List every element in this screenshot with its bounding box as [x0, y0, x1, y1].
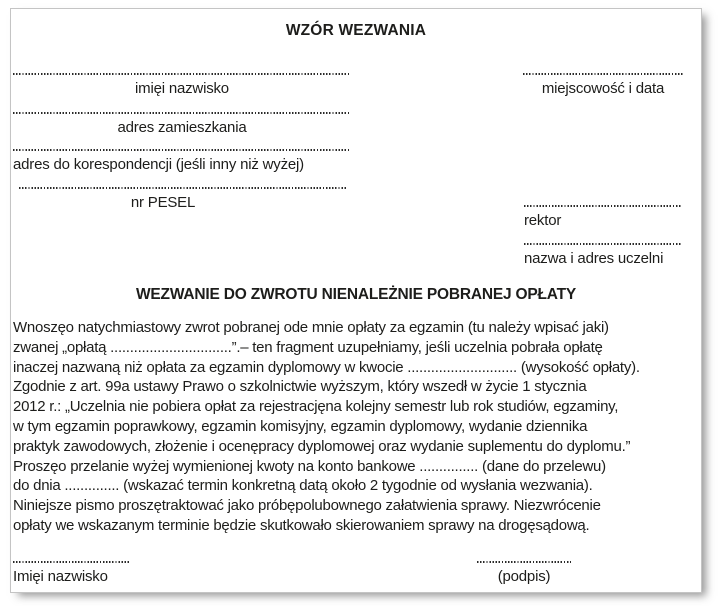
body-line: do dnia .............. (wskazać termin konkretną datą około 2 tygodnie od wysłania wezwania). [13, 477, 593, 495]
document-title: WZÓR WEZWANIA [285, 22, 427, 39]
address-field-line [13, 112, 351, 114]
body-line: 2012 r.: „Uczelnia nie pobiera opłat za rejestracjęna kolejny semestr lub rok studiów, egzaminy, [13, 398, 619, 416]
pesel-field-label: nr PESEL [130, 194, 196, 211]
body-line: w tym egzamin poprawkowy, egzamin komisyjny, egzamin dyplomowy, wydanie dziennika [13, 417, 588, 435]
signature-name-label: Imięi nazwisko [13, 568, 108, 585]
pesel-field-line [19, 187, 346, 189]
place-date-field-label: miejscowość i data [541, 80, 665, 97]
correspondence-field-label: adres do korespondencji (jeśli inny niż wyżej) [13, 156, 304, 173]
correspondence-field-line [13, 149, 351, 151]
university-field-line [524, 243, 682, 245]
body-paragraph [13, 318, 701, 536]
body-line: Niniejsze pismo proszętraktować jako próbępolubownego załatwienia sprawy. Niezwrócenie [13, 497, 601, 515]
document-page [10, 8, 702, 593]
body-line: zwanej „opłatą ...............................”.– ten fragment uzupełniamy, jeśli uczelnia pobrała opłatę [13, 338, 603, 356]
body-line: Zgodnie z art. 99a ustawy Prawo o szkolnictwie wyższym, który wszedł w życie 1 stycznia [13, 378, 587, 396]
name-field-label: imięi nazwisko [135, 80, 229, 97]
body-line: Proszęo przelanie wyżej wymienionej kwoty na konto bankowe ............... (dane do przelewu) [13, 457, 606, 475]
signature-line [477, 561, 571, 563]
rector-field-line [524, 205, 682, 207]
place-date-field-line [523, 73, 683, 75]
university-field-label: nazwa i adres uczelni [524, 250, 664, 267]
document-heading: WEZWANIE DO ZWROTU NIENALEŻNIE POBRANEJ OPŁATY [135, 286, 576, 303]
body-line: inaczej nazwaną niż opłata za egzamin dyplomowy w kwocie ............................ (wysokość opłaty). [13, 358, 640, 376]
signature-name-line [13, 561, 131, 563]
name-field-line [13, 73, 351, 75]
body-line: opłaty we wskazanym terminie będzie skutkowało skierowaniem sprawy na drogęsądową. [13, 516, 590, 534]
body-line: Wnoszęo natychmiastowy zwrot pobranej ode mnie opłaty za egzamin (tu należy wpisać jaki) [13, 319, 609, 336]
signature-label: (podpis) [497, 568, 551, 585]
address-field-label: adres zamieszkania [117, 119, 247, 136]
body-line: praktyk zawodowych, złożenie i ocenępracy dyplomowej oraz wydanie suplementu do dyplomu.” [13, 437, 631, 455]
rector-field-label: rektor [524, 212, 562, 229]
